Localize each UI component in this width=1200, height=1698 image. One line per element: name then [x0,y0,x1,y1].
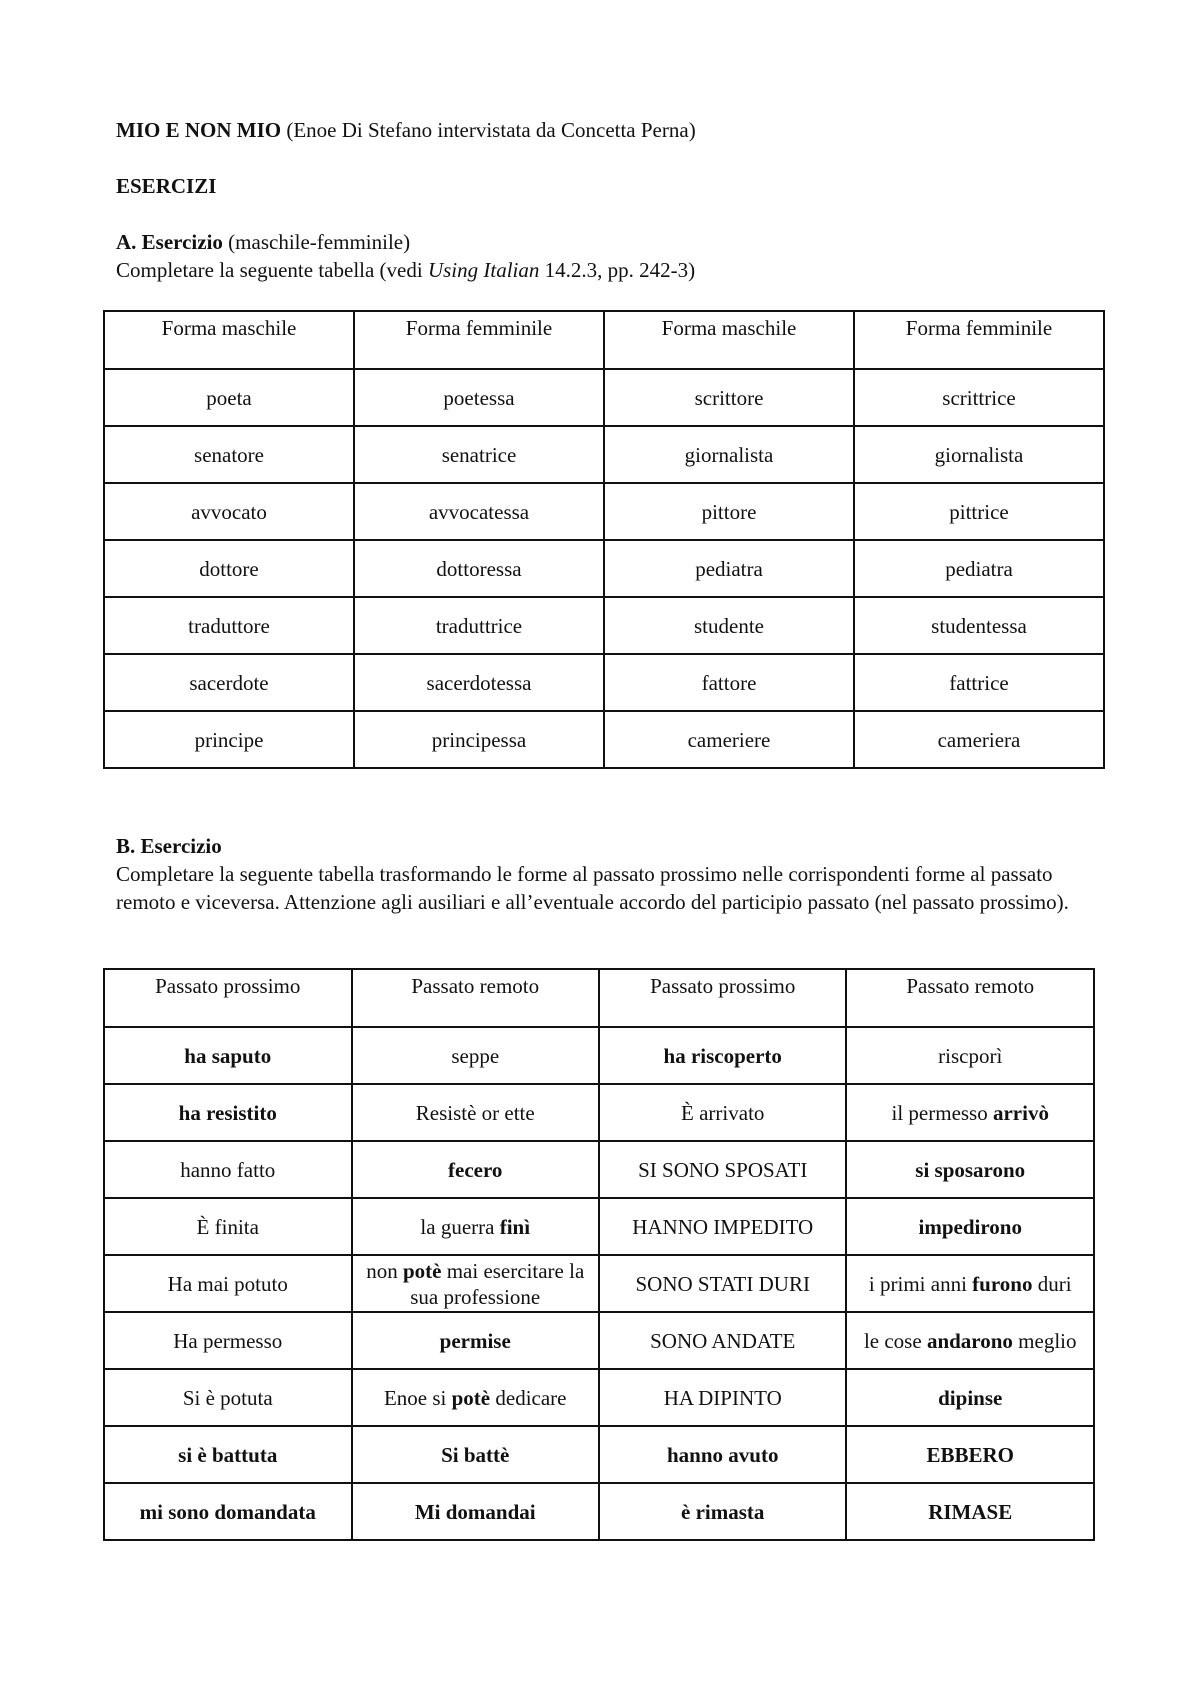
table-cell: HANNO IMPEDITO [599,1198,846,1255]
table-cell: fattore [604,654,854,711]
table-cell: dottore [104,540,354,597]
table-cell: Si è potuta [104,1369,352,1426]
table-row [104,1141,1094,1198]
table-row [104,1027,1094,1084]
table-cell: seppe [352,1027,599,1084]
table-cell: principe [104,711,354,768]
table-row [104,483,1104,540]
table-cell: impedirono [846,1198,1094,1255]
table-cell: riscporì [846,1027,1094,1084]
table-b-header-cell: Passato remoto [846,969,1094,1027]
table-cell: SI SONO SPOSATI [599,1141,846,1198]
table-cell: Resistè or ette [352,1084,599,1141]
table-a-header-cell: Forma maschile [104,311,354,369]
table-cell: È arrivato [599,1084,846,1141]
table-cell: fattrice [854,654,1104,711]
table-cell: sacerdote [104,654,354,711]
table-row [104,1369,1094,1426]
table-cell: la guerra finì [352,1198,599,1255]
table-cell: scrittrice [854,369,1104,426]
table-a-header-cell: Forma maschile [604,311,854,369]
table-row [104,711,1104,768]
table-cell: scrittore [604,369,854,426]
table-cell: hanno fatto [104,1141,352,1198]
table-cell: permise [352,1312,599,1369]
table-cell: poeta [104,369,354,426]
table-cell: cameriere [604,711,854,768]
table-maschile-femminile [103,310,1105,769]
table-b-header-row [104,969,1094,1027]
title-bold: MIO E NON MIO [116,118,282,142]
table-cell: pediatra [854,540,1104,597]
table-cell: sacerdotessa [354,654,604,711]
table-passato-prossimo-remoto [103,968,1095,1541]
table-cell: traduttore [104,597,354,654]
table-row [104,1312,1094,1369]
table-row [104,1426,1094,1483]
table-cell: Si battè [352,1426,599,1483]
table-row [104,1084,1094,1141]
section-b-label: B. Esercizio [116,834,222,858]
table-cell: SONO STATI DURI [599,1255,846,1312]
table-cell: RIMASE [846,1483,1094,1540]
table-b-header-cell: Passato remoto [352,969,599,1027]
section-a-heading [116,228,695,284]
section-a-label: A. Esercizio (maschile-femminile) [116,230,411,254]
table-cell: ha resistito [104,1084,352,1141]
table-cell: pittore [604,483,854,540]
table-cell: avvocatessa [354,483,604,540]
table-cell: traduttrice [354,597,604,654]
table-row [104,597,1104,654]
section-b-heading [116,832,1106,916]
table-cell: giornalista [854,426,1104,483]
table-row [104,1255,1094,1312]
esercizi-heading: ESERCIZI [116,174,217,198]
table-cell: i primi anni furono duri [846,1255,1094,1312]
table-row [104,426,1104,483]
table-cell: cameriera [854,711,1104,768]
table-cell: è rimasta [599,1483,846,1540]
table-cell: ha riscoperto [599,1027,846,1084]
table-b-header-cell: Passato prossimo [599,969,846,1027]
table-cell: EBBERO [846,1426,1094,1483]
table-a-header-row [104,311,1104,369]
table-cell: Enoe si potè dedicare [352,1369,599,1426]
table-cell: HA DIPINTO [599,1369,846,1426]
table-cell: dipinse [846,1369,1094,1426]
table-cell: avvocato [104,483,354,540]
table-a-header-cell: Forma femminile [854,311,1104,369]
table-b-header-cell: Passato prossimo [104,969,352,1027]
title-rest: (Enoe Di Stefano intervistata da Concetta Perna) [281,118,696,142]
table-cell: hanno avuto [599,1426,846,1483]
table-cell: senatrice [354,426,604,483]
table-cell: il permesso arrivò [846,1084,1094,1141]
table-cell: studentessa [854,597,1104,654]
table-cell: principessa [354,711,604,768]
table-cell: È finita [104,1198,352,1255]
table-row [104,369,1104,426]
table-cell: poetessa [354,369,604,426]
table-cell: Mi domandai [352,1483,599,1540]
table-row [104,540,1104,597]
document-title [116,116,696,144]
table-row [104,654,1104,711]
table-cell: Ha mai potuto [104,1255,352,1312]
table-cell: si è battuta [104,1426,352,1483]
table-cell: Ha permesso [104,1312,352,1369]
table-cell: mi sono domandata [104,1483,352,1540]
table-row [104,1483,1094,1540]
table-cell: pediatra [604,540,854,597]
section-a-instructions: Completare la seguente tabella (vedi Using Italian 14.2.3, pp. 242-3) [116,258,696,282]
table-cell: si sposarono [846,1141,1094,1198]
table-cell: non potè mai esercitare la sua professione [352,1255,599,1312]
section-b-instructions: Completare la seguente tabella trasformando le forme al passato prossimo nelle corrispondenti forme al passato remoto e viceversa. Attenzione agli ausiliari e all’eventuale accordo del participio passato (nel passato prossimo). [116,862,1069,914]
table-cell: SONO ANDATE [599,1312,846,1369]
table-cell: senatore [104,426,354,483]
table-cell: fecero [352,1141,599,1198]
table-a-header-cell: Forma femminile [354,311,604,369]
table-cell: studente [604,597,854,654]
table-row [104,1198,1094,1255]
table-cell: giornalista [604,426,854,483]
table-cell: le cose andarono meglio [846,1312,1094,1369]
table-cell: dottoressa [354,540,604,597]
table-cell: ha saputo [104,1027,352,1084]
table-cell: pittrice [854,483,1104,540]
